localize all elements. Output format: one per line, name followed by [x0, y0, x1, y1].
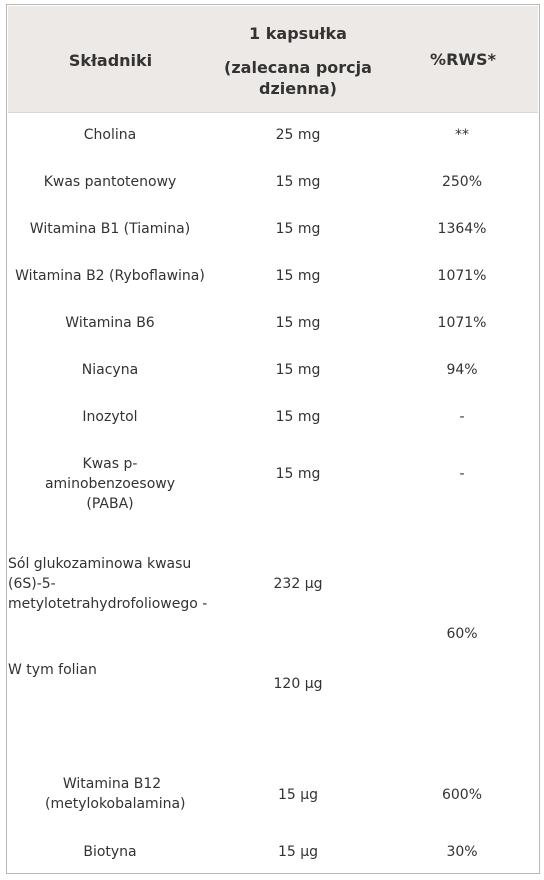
- rws-cell: -: [459, 466, 465, 482]
- rws-cell: 600%: [441, 787, 483, 803]
- ingredient-cell: Kwas p-aminobenzoesowy (PABA): [44, 456, 176, 512]
- header-ingredient: Składniki: [68, 51, 153, 70]
- dose-cell: 15 mg: [275, 362, 321, 378]
- dose-cell: 15 mg: [275, 174, 321, 190]
- rws-cell: 94%: [446, 362, 478, 378]
- ingredient-cell: Kwas pantotenowy: [43, 174, 177, 190]
- ingredient-cell-folate: Sól glukozaminowa kwasu (6S)-5-metylotetrahydrofoliowego -: [8, 556, 208, 612]
- dose-cell: 15 mg: [275, 466, 321, 482]
- ingredient-cell: Cholina: [83, 127, 137, 143]
- ingredient-cell: Witamina B6: [65, 315, 155, 331]
- dose-cell: 15 µg: [277, 787, 319, 803]
- rws-cell: -: [459, 409, 465, 425]
- ingredient-cell-folian: W tym folian: [8, 662, 97, 678]
- rws-cell: 30%: [446, 844, 478, 860]
- dose-cell-folate: 232 µg: [273, 576, 323, 592]
- ingredient-cell: Niacyna: [81, 362, 139, 378]
- rws-cell: 1071%: [437, 315, 487, 331]
- table-header: [8, 6, 538, 113]
- rws-cell: **: [455, 127, 469, 143]
- dose-cell: 15 mg: [275, 221, 321, 237]
- ingredient-cell: Inozytol: [82, 409, 138, 425]
- ingredient-cell: Witamina B1 (Tiamina): [29, 221, 191, 237]
- dose-cell: 25 mg: [275, 127, 321, 143]
- header-rws: %RWS*: [430, 50, 496, 69]
- rws-cell: 1364%: [437, 221, 487, 237]
- ingredient-cell: Biotyna: [83, 844, 137, 860]
- rws-cell: 1071%: [437, 268, 487, 284]
- nutrition-table: [6, 4, 540, 874]
- header-dose-title: 1 kapsułka: [249, 24, 347, 43]
- ingredient-cell: Witamina B2 (Ryboflawina): [15, 268, 205, 284]
- rws-cell: 250%: [441, 174, 483, 190]
- dose-cell: 15 mg: [275, 268, 321, 284]
- rws-cell-folate: 60%: [446, 626, 478, 642]
- dose-cell: 15 mg: [275, 315, 321, 331]
- header-dose-subtitle: (zalecana porcja dzienna): [224, 58, 372, 98]
- ingredient-cell: Witamina B12 (metylokobalamina): [45, 776, 186, 812]
- dose-cell: 15 µg: [277, 844, 319, 860]
- dose-cell-folian: 120 µg: [273, 676, 323, 692]
- dose-cell: 15 mg: [275, 409, 321, 425]
